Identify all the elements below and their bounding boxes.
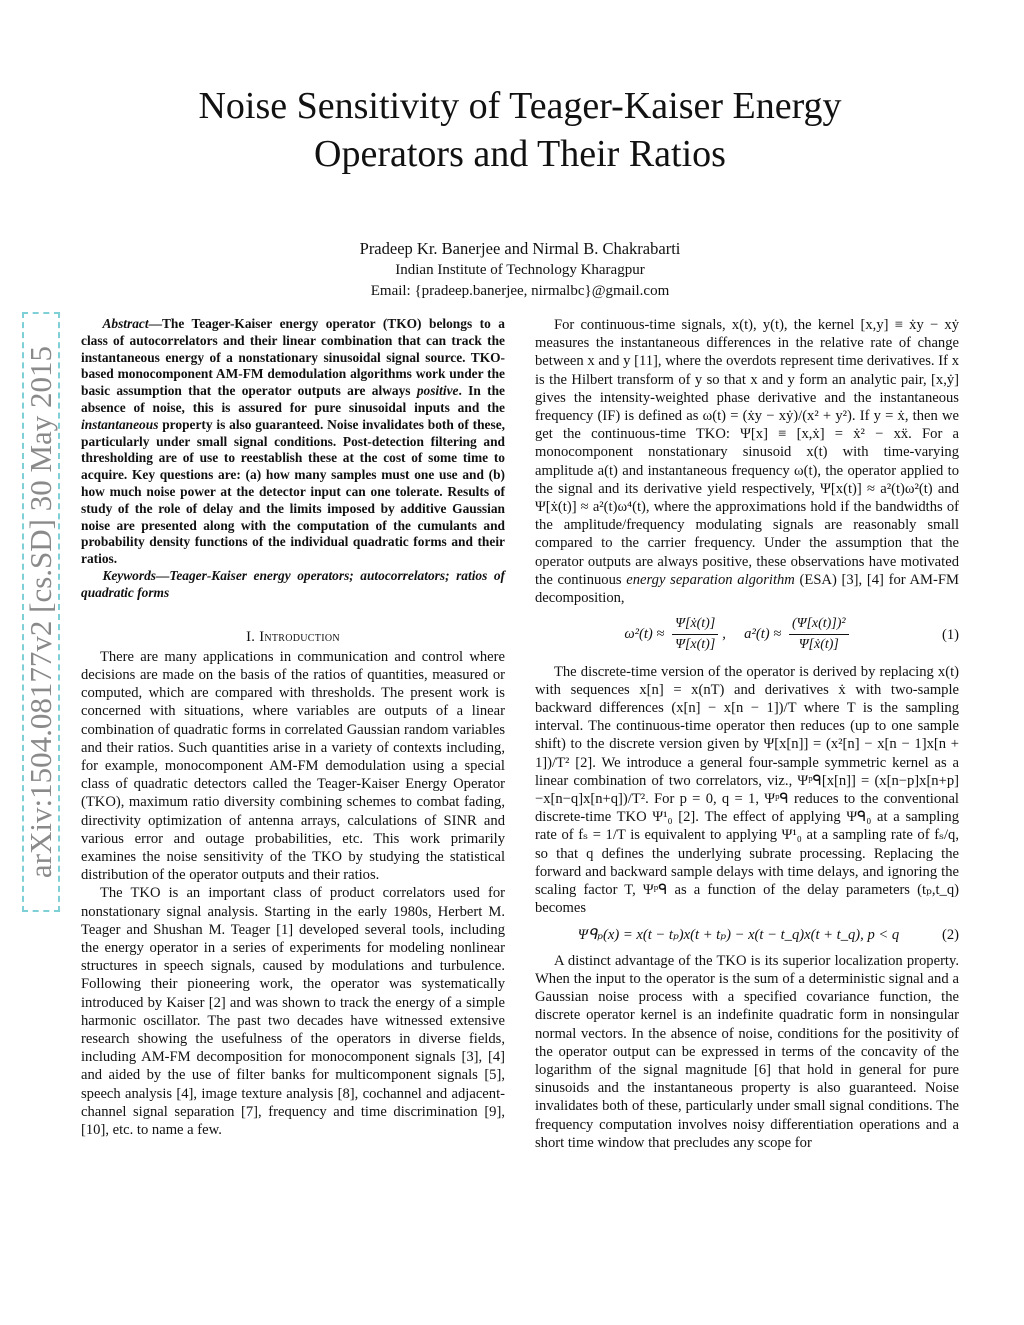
body-paragraph-3: A distinct advantage of the TKO is its superior localization property. When the input to the operator is the sum of a deterministic signal and a Gaussian noise process with a specified covariance function, the discrete operator kernel is an indefinite quadratic form in nonsingular normal vectors. In the absence of noise, conditions for the positivity of the operator output can be expressed in terms of the concavity of the logarithm of the signal magnitude [6] that hold in general for pure sinusoids and the instantaneous property is also guaranteed. Noise invalidates both of these, particularly under small signal conditions. The frequency computation involves noisy differentiation operations and a short time window that precludes any scope for xyxy=(535,952,959,1151)
abstract-label: Abstract xyxy=(102,316,149,331)
equation-2: Ψᑫₚ(x) = x(t − tₚ)x(t + tₚ) − x(t − t_q)x(t + t_q), p < q (2) xyxy=(577,926,959,943)
body-paragraph-1: For continuous-time signals, x(t), y(t), the kernel [x,y] ≡ ẋy − xẏ measures the instantaneous differences in the relative rate of change between x and y [11], where the overdots represent time derivatives. If x is the Hilbert transform of y so that x and y form an analytic pair, [x,ẏ] gives the intensity-weighted phase derivative and the instantaneous frequency (IF) is defined as ω(t) = (ẋy − xẏ)/(x² + y²). If y = ẋ, then we get the continuous-time TKO: Ψ[x] ≡ [x,ẋ] = ẋ² − xẍ. For a monocomponent nonstationary sinusoid x(t) with time-varying amplitude a(t) and instantaneous frequency ω(t), the operator applied to the signal and its derivative yield respectively, Ψ[x(t)] ≈ a²(t)ω²(t) and Ψ[ẋ(t)] ≈ a²(t)ω⁴(t), where the approximations hold if the bandwidths of the amplitude/frequency modulating signals are reasonably small compared to the carrier frequency. Under the assumption that the operator outputs are always positive, these observations have motivated the continuous energy separation algorithm (ESA) [3], [4] for AM-FM decomposition, xyxy=(535,317,959,607)
fraction: $\frac{\text{Ψ[ẋ(t)]}}{\Psi[x(t)]}$ xyxy=(672,615,718,654)
email: Email: {pradeep.banerjee, nirmalbc}@gmail.com xyxy=(370,283,670,299)
arxiv-watermark-text: arXiv:1504.08177v2 [cs.SD] 30 May 2015 xyxy=(23,345,58,879)
body-paragraph-2: The discrete-time version of the operator is derived by replacing x(t) with sequences x[n] = x(nT) and derivatives ẋ with two-sample backward differences (x[n] − x[n − 1])/T where T is the sampling interval. The continuous-time operator then reduces (up to one sample shift) to the discrete version given by Ψ[x[n]] = (x²[n] − x[n − 1]x[n + 1])/T² [2]. We introduce a general four-sample symmetric kernel as a linear combination of two correlators, viz., Ψᵖᑫ[x[n]] = (x[n−p]x[n+p]−x[n−q]x[n+q])/T². For p = 0, q = 1, Ψᵖᑫ reduces to the conventional discrete-time TKO Ψ¹₀ [2]. The effect of applying Ψᑫ₀ at a sampling rate of fₛ = 1/T is equivalent to applying Ψ¹₀ at a sampling rate of fₛ/q, so that q defines the underlying subrate processing. Replacing the forward and backward sample delays with time delays, and ignoring the scaling factor T, Ψᵖᑫ as a function of the delay parameters (tₚ,t_q) becomes xyxy=(535,663,959,917)
title-line-2: Operators and Their Ratios xyxy=(314,133,726,175)
fraction: $\frac{\text{(Ψ[x(t)])²}}{\text{Ψ[ẋ(t)]}}$ xyxy=(789,615,849,654)
authors: Pradeep Kr. Banerjee and Nirmal B. Chakrabarti xyxy=(359,239,681,258)
intro-paragraph-2: The TKO is an important class of product correlators used for nonstationary signal analysis. Starting in the early 1980s, Herbert M. Teager and Shushan M. Teager [1] developed several tools, including the energy operator in a series of experiments for modeling nonlinear structures in speech signals, caused by modulations and turbulence. Following their pioneering work, the operator was systematically introduced by Kaiser [2] and was shown to track the energy of a simple harmonic oscillator. The past two decades have witnessed extensive research showing the usefulness of the operators in diverse fields, including AM-FM decomposition for monocomponent signals [3], [4] and aided by the use of filter banks for multicomponent signals [5], speech analysis [4], image texture analysis [8], cochannel and adjacent-channel signal separation [7], frequency and time discrimination [9], [10], etc. to name a few. xyxy=(81,885,505,1139)
paper-title xyxy=(120,82,920,178)
section-heading-introduction: I. Introduction xyxy=(246,628,340,645)
keywords: Keywords—Teager-Kaiser energy operators; autocorrelators; ratios of quadratic forms xyxy=(81,567,505,600)
right-column xyxy=(535,316,959,1152)
equation-1: ω²(t) ≈ $\frac{\text{Ψ[ẋ(t)]}}{\Psi[x(t)]}$ , a²(t) ≈ $\frac{\text{(Ψ[x(t)])²}}{\text{Ψ[ẋ(t)]}}$ (1) xyxy=(535,615,959,654)
affiliation: Indian Institute of Technology Kharagpur xyxy=(395,262,645,278)
left-column xyxy=(81,316,505,1139)
equation-number: (1) xyxy=(941,626,959,643)
intro-paragraph-1: There are many applications in communication and control where decisions are made on the basis of the ratios of quantities, measured or computed, which are compared with thresholds. The present work is concerned with situations, where variables are outputs of a linear combination of quadratic forms in correlated Gaussian random variables and their ratios. Such quantities arise in a variety of contexts including, for example, monocomponent AM-FM demodulation using a special class of quadratic detectors called the Teager-Kaiser Energy Operator (TKO), maximum ratio diversity combining schemes to combat fading, directivity optimization of antenna arrays, calculations of SINR and various error and outage probabilities, etc. This work primarily examines the noise sensitivity of the TKO by studying the statistical distribution of the operator outputs and their ratios. xyxy=(81,648,505,884)
title-line-1: Noise Sensitivity of Teager-Kaiser Energy xyxy=(198,85,842,127)
abstract: Abstract—The Teager-Kaiser energy operator (TKO) belongs to a class of autocorrelators and their linear combination that can track the instantaneous energy of a nonstationary sinusoidal signal source. TKO-based monocomponent AM-FM demodulation algorithms work under the basic assumption that the operator outputs are always positive. In the absence of noise, this is assured for pure sinusoidal inputs and the instantaneous property is also guaranteed. Noise invalidates both of these, particularly under small signal conditions. Post-detection filtering and thresholding are of use to reestablish these at the cost of some time to acquire. Key questions are: (a) how many samples must one use and (b) how much noise power at the detector input can one tolerate. Results of study of the role of delay and the limits imposed by additive Gaussian noise are presented along with the computation of the cumulants and probability density functions of the individual quadratic forms and their ratios. xyxy=(81,316,505,567)
equation-number: (2) xyxy=(941,926,959,943)
arxiv-watermark xyxy=(22,312,60,912)
